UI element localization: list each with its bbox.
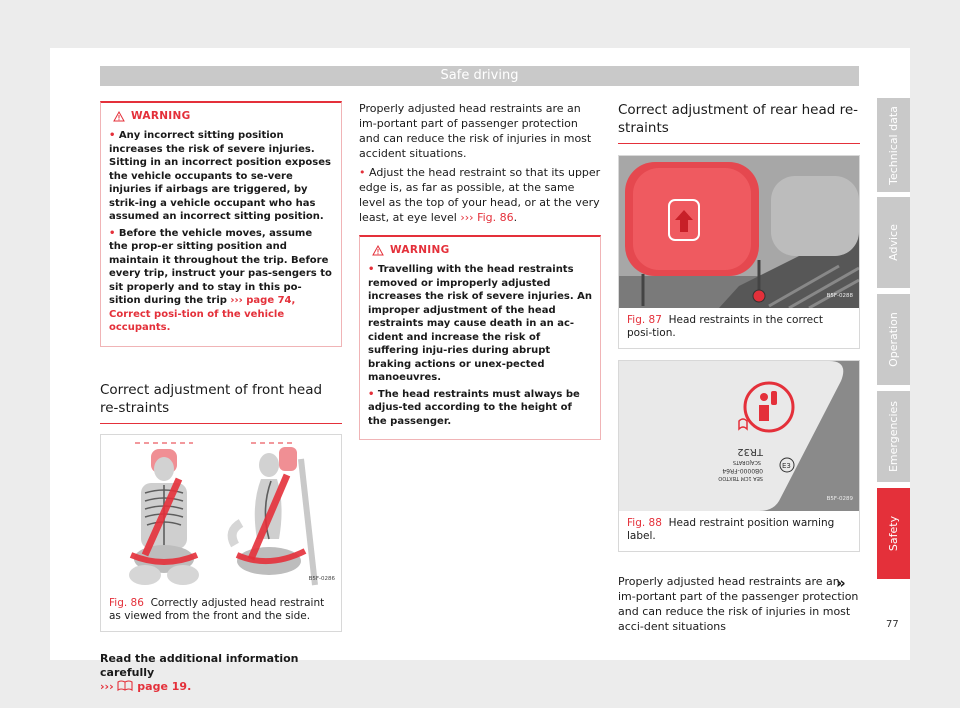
- warning-box-1: [100, 101, 342, 347]
- tab-operation[interactable]: Operation: [877, 294, 910, 385]
- warning-triangle-icon: [113, 111, 125, 122]
- page-74-link[interactable]: ››› page 74, Correct posi-tion of the vehicle occupants.: [109, 295, 296, 333]
- warning-item: • Before the vehicle moves, assume the prop-er sitting position and maintain it throughout the trip. Before every trip, instruct your pas-sengers to sit properly and to stay in this po-sition during the trip ››› page 74, Correct posi-tion of the vehicle occupants.: [109, 227, 332, 333]
- warning-item: • Any incorrect sitting position increases the risk of severe injuries. Sitting in an incorrect position exposes the vehicle occupants to se-vere injuries if airbags are triggered, by strik-ing a vehicle occupant who has assumed an incorrect sitting position.: [109, 130, 331, 222]
- adjust-instruction: • Adjust the head restraint so that its upper edge is, as far as possible, at the same level as the top of your head, or at the very least, at eye level ››› Fig. 86.: [359, 166, 601, 224]
- page-19-link[interactable]: page 19.: [137, 679, 192, 693]
- section-title-front: Correct adjustment of front head re-straints: [100, 381, 342, 424]
- figure-88: [618, 360, 860, 552]
- label-text-code1: SCAJORATS: [732, 459, 761, 465]
- figure-87: [618, 155, 860, 349]
- front-side-head-restraint-illustration: [101, 435, 341, 591]
- warning-title: WARNING: [109, 109, 333, 124]
- fig-86-link[interactable]: ››› Fig. 86: [460, 211, 514, 224]
- right-column: [618, 101, 860, 634]
- figure-code: B5F-0286: [308, 575, 335, 582]
- intro-paragraph: Properly adjusted head restraints are an im-portant part of passenger protection and can reduce the risk of injuries in most accident situations.: [359, 102, 592, 160]
- page-header: Safe driving: [100, 66, 859, 86]
- warning-item: • The head restraints must always be adjus-ted according to the height of the passenger.: [368, 388, 580, 427]
- tab-emergencies[interactable]: Emergencies: [877, 391, 910, 482]
- figure-caption: Fig. 87 Head restraints in the correct posi-tion.: [627, 314, 824, 339]
- middle-column: [359, 101, 601, 440]
- label-text-code3: SEA 1CM TBXTOO: [718, 475, 763, 481]
- figure-code: B5F-0289: [826, 496, 853, 502]
- book-icon: [117, 680, 133, 691]
- warning-triangle-icon: [372, 245, 384, 256]
- label-text-tr32: TR32: [737, 446, 763, 457]
- figure-caption: Fig. 88 Head restraint position warning label.: [627, 517, 835, 542]
- figure-caption: Fig. 86 Correctly adjusted head restraint as viewed from the front and the side.: [109, 596, 325, 622]
- continue-marker: »: [836, 574, 846, 592]
- figure-86: [100, 434, 342, 632]
- rear-intro-paragraph: Properly adjusted head restraints are an im-portant part of the passenger protection and can reduce the risk of injuries in most acci-dent situations: [618, 575, 859, 633]
- read-more-note: Read the additional information carefully ››› page 19.: [100, 651, 299, 693]
- section-title-rear: Correct adjustment of rear head re-straints: [618, 101, 860, 144]
- tab-technical-data[interactable]: Technical data: [877, 98, 910, 192]
- warning-title: WARNING: [368, 243, 592, 258]
- label-text-code2: 0B0000-FR64: [722, 467, 763, 474]
- warning-box-2: [359, 235, 601, 440]
- tab-safety[interactable]: Safety: [877, 488, 910, 579]
- left-column: [100, 101, 342, 694]
- label-text-e3: E3: [782, 462, 791, 470]
- page-number: 77: [886, 619, 899, 630]
- rear-head-restraint-photo: [619, 156, 859, 308]
- warning-label-photo: [619, 361, 859, 511]
- warning-item: • Travelling with the head restraints removed or improperly adjusted increases the risk of severe injuries. An improper adjustment of the head restraints may cause death in an ac-cident and increase the risk of suffering inju-ries during abrupt braking actions or unex-pected manoeuvres.: [368, 264, 592, 383]
- tab-advice[interactable]: Advice: [877, 197, 910, 288]
- figure-code: B5F-0288: [826, 293, 853, 299]
